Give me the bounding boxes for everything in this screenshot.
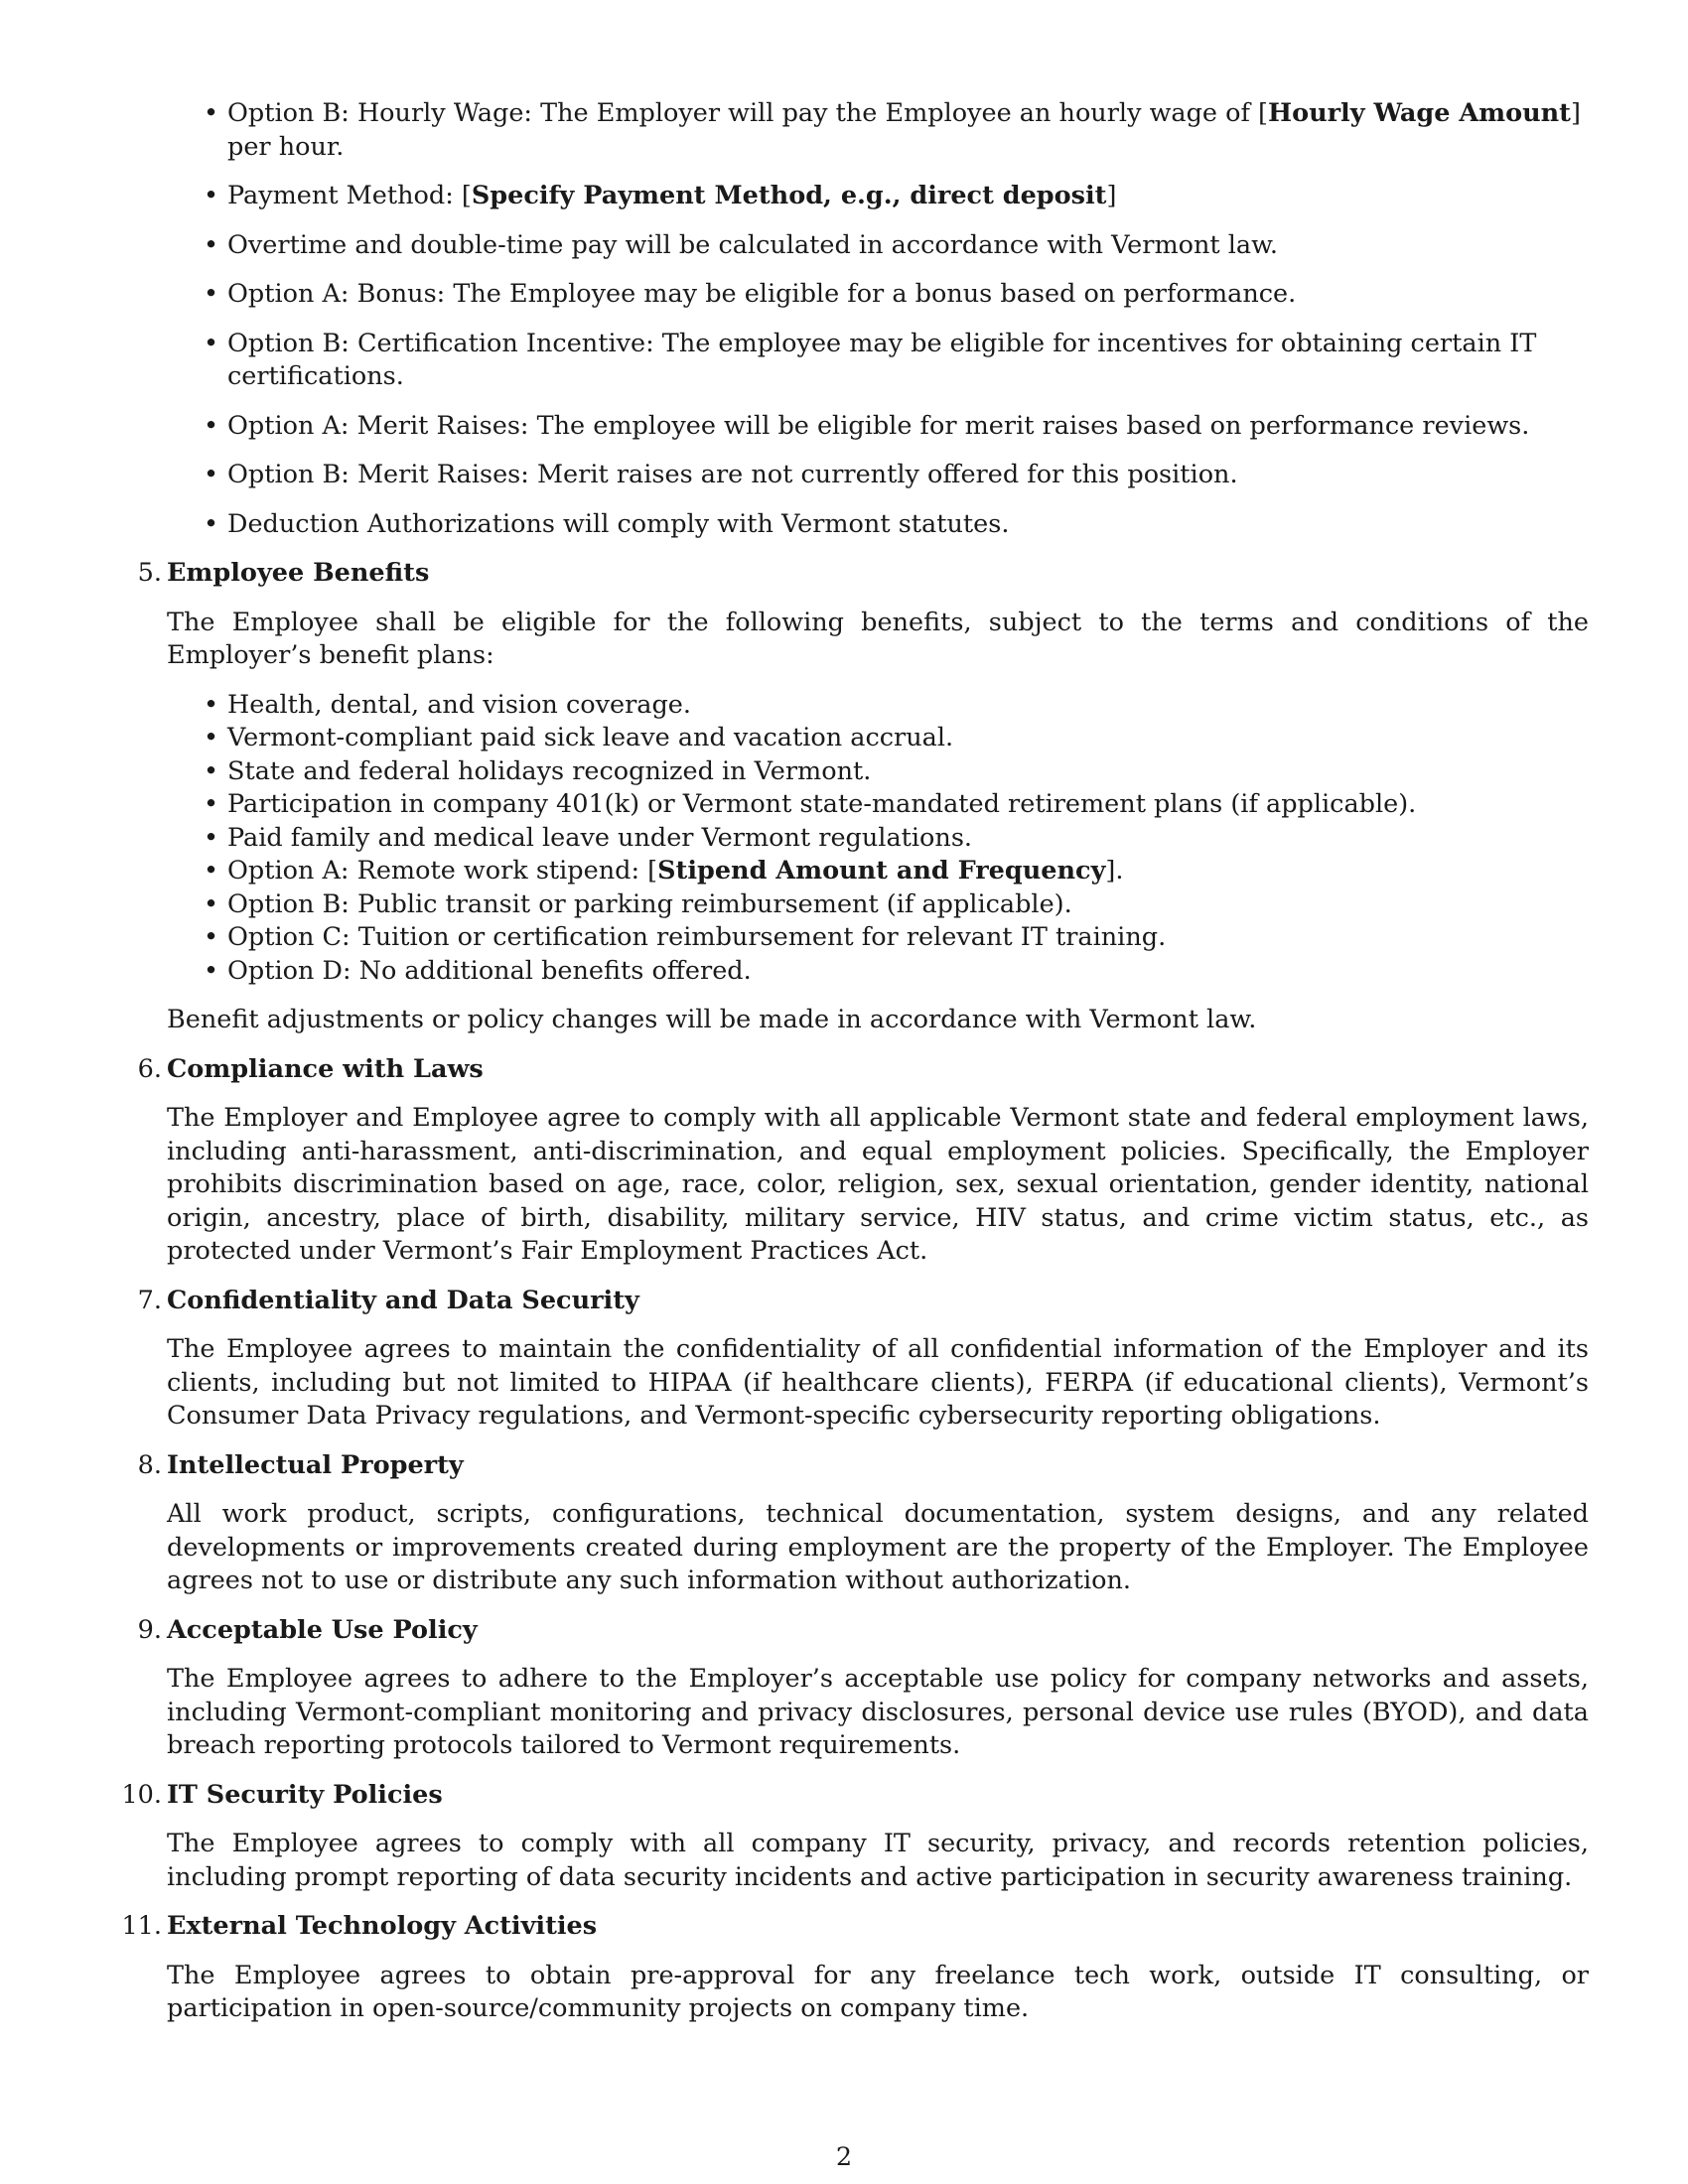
list-item-text: Payment Method: [ [227, 181, 472, 210]
compensation-item [227, 459, 1589, 492]
benefit-item [227, 788, 1589, 822]
section-it-security-policies [121, 1779, 1589, 1895]
list-item-text: Health, dental, and vision coverage. [227, 689, 692, 720]
list-item-text: Option A: Remote work stipend: [ [227, 856, 658, 886]
section-number: 6. [137, 1053, 162, 1084]
section-heading: IT Security Policies [167, 1779, 443, 1810]
list-item-text: Vermont-compliant paid sick leave and vacation accrual. [227, 723, 954, 752]
compensation-item [227, 328, 1589, 394]
section-heading: Compliance with Laws [167, 1053, 484, 1084]
benefit-item [227, 955, 1589, 989]
list-item-text: Option D: No additional benefits offered. [227, 955, 752, 986]
section-body: The Employee agrees to comply with all company IT security, privacy, and records retention policies, including prompt reporting of data security incidents and active participation in security awareness training. [167, 1829, 1589, 1892]
section-intellectual-property [137, 1449, 1589, 1598]
list-item-text: Participation in company 401(k) or Vermont state-mandated retirement plans (if applicable). [227, 789, 1417, 819]
list-item-text: Option B: Certification Incentive: The employee may be eligible for incentives for obtaining certain IT certifications. [227, 328, 1537, 391]
section-employee-benefits [137, 557, 1589, 1037]
section-heading: Intellectual Property [167, 1449, 464, 1480]
section-number: 7. [137, 1285, 162, 1315]
benefit-item [227, 822, 1589, 856]
placeholder-field: Specify Payment Method, e.g., direct deposit [471, 181, 1107, 210]
compensation-item [227, 278, 1589, 312]
compensation-item [227, 508, 1589, 542]
section-heading: External Technology Activities [167, 1911, 598, 1941]
benefit-item [227, 755, 1589, 789]
section-body: The Employee agrees to obtain pre-approval for any freelance tech work, outside IT consulting, or participation in open-source/community projects on company time. [167, 1960, 1589, 2023]
section-outro: Benefit adjustments or policy changes will be made in accordance with Vermont law. [167, 1005, 1257, 1034]
benefit-item [227, 689, 1589, 723]
section-number: 8. [137, 1449, 162, 1480]
page-content [121, 97, 1589, 2042]
section-confidentiality [137, 1285, 1589, 1433]
list-item-text-suffix: ] [1106, 181, 1117, 210]
placeholder-field: Hourly Wage Amount [1267, 98, 1571, 128]
compensation-item [227, 97, 1589, 164]
benefit-item [227, 888, 1589, 922]
list-item-text-suffix: ]. [1105, 856, 1124, 886]
section-number: 11. [121, 1911, 162, 1941]
section-heading: Acceptable Use Policy [167, 1614, 478, 1645]
list-item-text: Option B: Public transit or parking reimbursement (if applicable). [227, 888, 1072, 919]
compensation-item [227, 410, 1589, 444]
placeholder-field: Stipend Amount and Frequency [657, 856, 1106, 886]
section-intro: The Employee shall be eligible for the following benefits, subject to the terms and conditions of the Employer’s benefit plans: [167, 607, 1589, 670]
section-number: 10. [121, 1779, 162, 1810]
benefit-item [227, 722, 1589, 755]
section-heading: Confidentiality and Data Security [167, 1285, 639, 1315]
list-item-text: State and federal holidays recognized in Vermont. [227, 755, 872, 786]
list-item-text: Option B: Hourly Wage: The Employer will pay the Employee an hourly wage of [ [227, 98, 1268, 128]
page-number: 2 [835, 2142, 853, 2172]
section-body: The Employer and Employee agree to comply with all applicable Vermont state and federal employment laws, including anti-harassment, anti-discrimination, and equal employment policies. Specifically, the Employer prohibits discrimination based on age, race, color, religion, sex, sexual orientation, gender identity, national origin, ancestry, place of birth, disability, military service, HIV status, and crime victim status, etc., as protected under Vermont’s Fair Employment Practices Act. [167, 1103, 1589, 1266]
list-item-text-suffix: ] per hour. [227, 98, 1581, 162]
compensation-item [227, 180, 1589, 213]
section-body: The Employee agrees to maintain the confidentiality of all confidential information of the Employer and its clients, including but not limited to HIPAA (if healthcare clients), FERPA (if educational clients), Vermont’s Consumer Data Privacy regulations, and Vermont-specific cybersecurity reporting obligations. [167, 1334, 1589, 1431]
section-body: The Employee agrees to adhere to the Employer’s acceptable use policy for company networks and assets, including Vermont-compliant monitoring and privacy disclosures, personal device use rules (BYOD), and data breach reporting protocols tailored to Vermont requirements. [167, 1664, 1589, 1760]
section-acceptable-use-policy [137, 1614, 1589, 1763]
section-external-technology-activities [121, 1910, 1589, 2026]
compensation-item [227, 229, 1589, 263]
list-item-text: Option C: Tuition or certification reimbursement for relevant IT training. [227, 922, 1167, 952]
list-item-text: Option A: Merit Raises: The employee will be eligible for merit raises based on performance reviews. [227, 410, 1530, 441]
list-item-text: Paid family and medical leave under Vermont regulations. [227, 822, 973, 853]
section-number: 5. [137, 558, 162, 588]
benefits-list [227, 689, 1589, 989]
list-item-text: Option B: Merit Raises: Merit raises are not currently offered for this position. [227, 460, 1238, 489]
benefit-item [227, 921, 1589, 955]
section-heading: Employee Benefits [167, 558, 430, 588]
list-item-text: Option A: Bonus: The Employee may be eligible for a bonus based on performance. [227, 279, 1297, 309]
benefit-item [227, 855, 1589, 888]
list-item-text: Deduction Authorizations will comply with Vermont statutes. [227, 508, 1010, 539]
compensation-list [227, 97, 1589, 541]
section-compliance-with-laws [137, 1053, 1589, 1269]
section-body: All work product, scripts, configurations, technical documentation, system designs, and any related developments or improvements created during employment are the property of the Employer. The Employee agrees not to use or distribute any such information without authorization. [167, 1499, 1589, 1595]
list-item-text: Overtime and double-time pay will be calculated in accordance with Vermont law. [227, 229, 1279, 260]
section-number: 9. [137, 1614, 162, 1645]
